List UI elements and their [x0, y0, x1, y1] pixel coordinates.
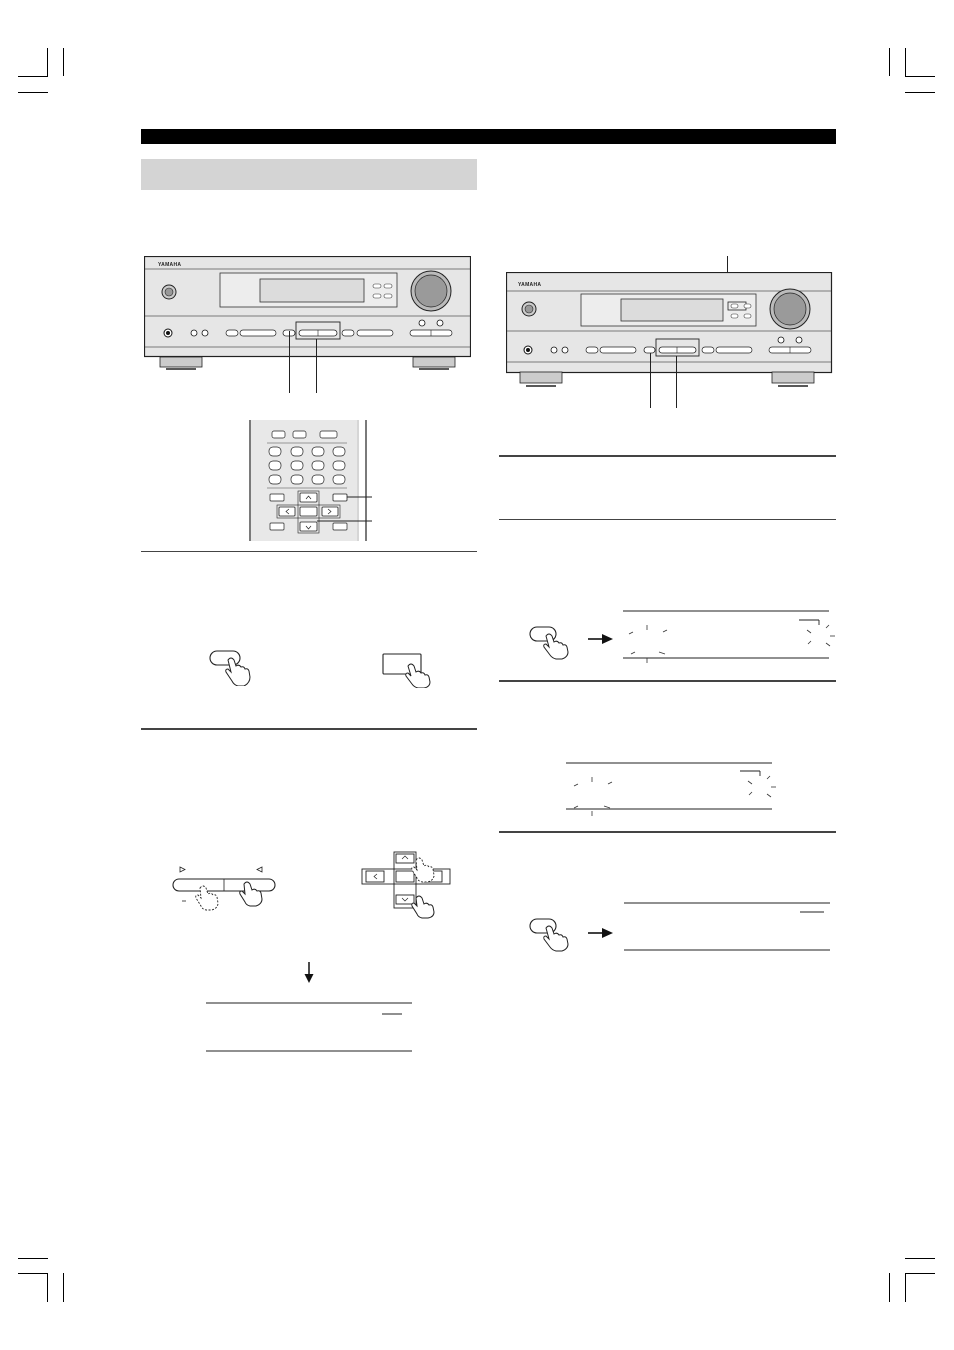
- leader-line-left-b: [316, 339, 317, 393]
- display-window-left: [206, 1002, 412, 1054]
- press-hand-icon-2: [382, 652, 436, 688]
- press-hand-icon-3: [528, 624, 576, 660]
- leader-line-right-a: [650, 353, 651, 408]
- leader-line-right-b: [676, 356, 677, 408]
- receiver-front-panel-right: [506, 272, 833, 392]
- header-bar: [141, 129, 836, 144]
- right-rule-2: [499, 519, 836, 520]
- arrow-down-icon: [303, 962, 315, 984]
- remote-control: [249, 419, 389, 543]
- right-rule-1: [499, 455, 836, 457]
- left-rule-1: [141, 551, 477, 552]
- right-rule-3: [499, 680, 836, 682]
- leader-line-left-a: [289, 331, 290, 393]
- left-rule-2: [141, 728, 477, 730]
- press-hand-icon-1: [208, 648, 256, 686]
- right-rule-4: [499, 831, 836, 833]
- receiver-front-panel-left: [144, 256, 471, 376]
- brand-logo-left: YAMAHA: [158, 262, 182, 268]
- press-hand-icon-4: [528, 916, 576, 952]
- display-window-right-3: [624, 901, 834, 955]
- cursor-pad-icon: [358, 850, 458, 920]
- brand-logo-right: YAMAHA: [518, 282, 542, 288]
- section-title-bar: [141, 159, 477, 190]
- arrow-right-icon-2: [588, 926, 614, 938]
- display-window-right-1: [623, 608, 839, 664]
- display-window-right-2: [566, 760, 782, 818]
- slider-button-icon: [172, 864, 278, 914]
- arrow-right-icon-1: [588, 632, 614, 644]
